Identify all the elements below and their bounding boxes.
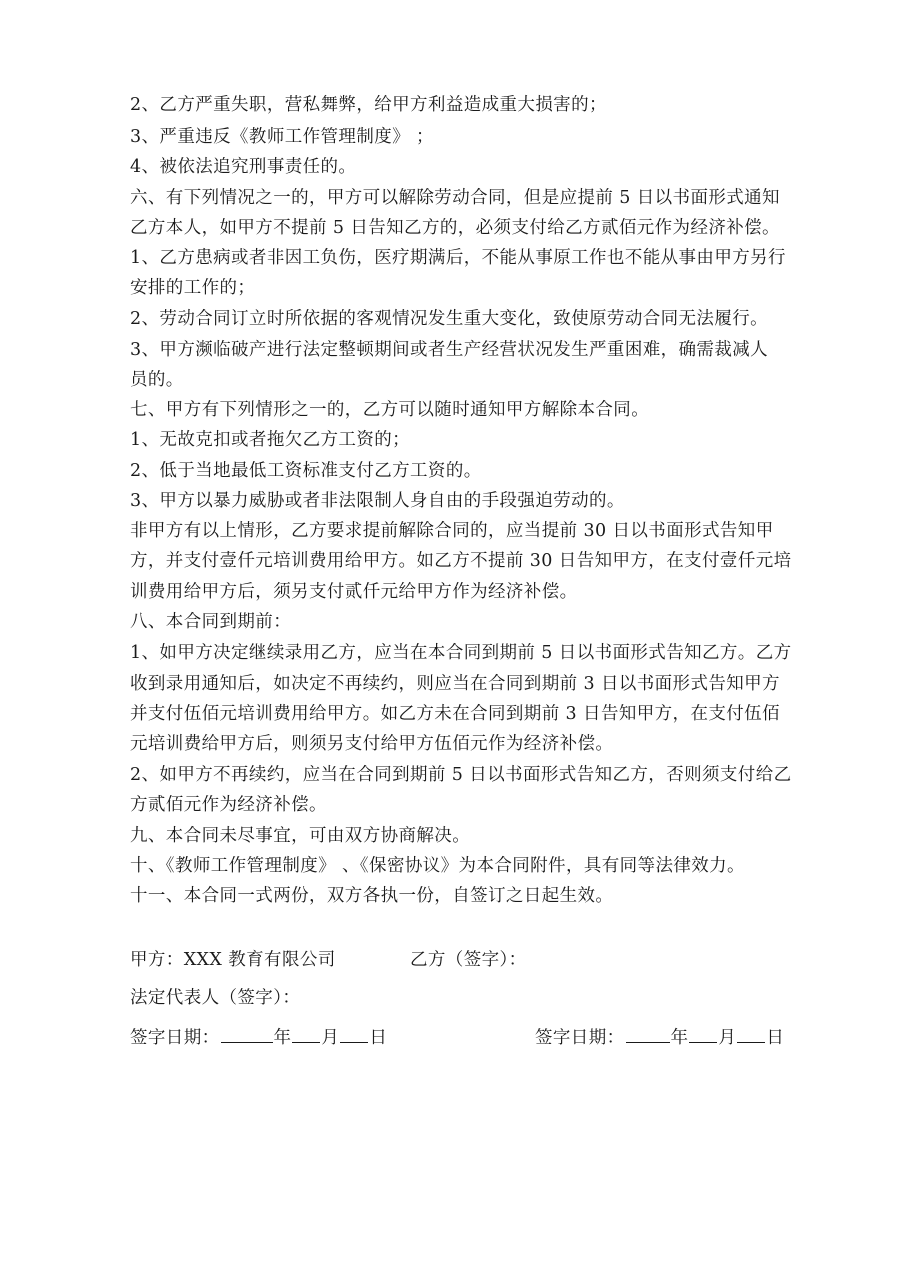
clause-line: 3、严重违反《教师工作管理制度》 ；	[130, 127, 434, 147]
party-b-signature-label: 乙方（签字）：	[410, 950, 527, 970]
clause-line: 元培训费给甲方后，则须另支付给甲方伍佰元作为经济补偿。	[130, 734, 614, 754]
clause-line: 1、无故克扣或者拖欠乙方工资的；	[130, 430, 411, 450]
legal-representative-label: 法定代表人（签字）：	[130, 988, 301, 1008]
year-blank[interactable]	[221, 1024, 273, 1043]
clause-line: 八、本合同到期前：	[130, 612, 292, 632]
clause-line: 员的。	[130, 370, 184, 390]
clause-line: 方贰佰元作为经济补偿。	[130, 795, 327, 815]
clause-line: 3、甲方以暴力威胁或者非法限制人身自由的手段强迫劳动的。	[130, 491, 625, 511]
party-a-date-line	[130, 1024, 387, 1050]
year-label: 年	[670, 1028, 689, 1048]
clause-line: 2、劳动合同订立时所依据的客观情况发生重大变化，致使原劳动合同无法履行。	[130, 309, 769, 329]
day-label: 日	[369, 1028, 388, 1048]
day-blank[interactable]	[340, 1024, 368, 1043]
month-label: 月	[718, 1028, 737, 1048]
clause-line: 1、乙方患病或者非因工负伤，医疗期满后，不能从事原工作也不能从事由甲方另行	[130, 248, 786, 268]
day-label: 日	[766, 1028, 785, 1048]
clause-line: 乙方本人，如甲方不提前 5 日告知乙方的，必须支付给乙方贰佰元作为经济补偿。	[130, 218, 780, 238]
clause-line: 并支付伍佰元培训费用给甲方。如乙方未在合同到期前 3 日告知甲方，在支付伍佰	[130, 704, 780, 724]
month-blank[interactable]	[689, 1024, 717, 1043]
clause-line: 十、《教师工作管理制度》 、《保密协议》为本合同附件，具有同等法律效力。	[130, 856, 745, 876]
clause-line: 方，并支付壹仟元培训费用给甲方。如乙方不提前 30 日告知甲方，在支付壹仟元培	[130, 551, 792, 571]
clause-line: 2、如甲方不再续约，应当在合同到期前 5 日以书面形式告知乙方，否则须支付给乙	[130, 765, 792, 785]
clause-line: 2、乙方严重失职，营私舞弊，给甲方利益造成重大损害的；	[130, 95, 607, 115]
party-a-label: 甲方：XXX 教育有限公司	[130, 950, 336, 970]
clause-line: 七、甲方有下列情形之一的，乙方可以随时通知甲方解除本合同。	[130, 400, 650, 420]
clause-line: 1、如甲方决定继续录用乙方，应当在本合同到期前 5 日以书面形式告知乙方。乙方	[130, 643, 792, 663]
clause-line: 安排的工作的；	[130, 278, 256, 298]
clause-line: 2、低于当地最低工资标准支付乙方工资的。	[130, 461, 482, 481]
day-blank[interactable]	[737, 1024, 765, 1043]
year-blank[interactable]	[626, 1024, 670, 1043]
month-blank[interactable]	[292, 1024, 320, 1043]
clause-line: 九、本合同未尽事宜，可由双方协商解决。	[130, 826, 471, 846]
month-label: 月	[321, 1028, 340, 1048]
date-label: 签字日期：	[130, 1028, 220, 1048]
clause-line: 3、甲方濒临破产进行法定整顿期间或者生产经营状况发生严重困难，确需裁减人	[130, 340, 769, 360]
date-label: 签字日期：	[535, 1028, 625, 1048]
clause-line: 非甲方有以上情形，乙方要求提前解除合同的，应当提前 30 日以书面形式告知甲	[130, 521, 774, 541]
clause-line: 收到录用通知后，如决定不再续约，则应当在合同到期前 3 日以书面形式告知甲方	[130, 674, 780, 694]
year-label: 年	[273, 1028, 292, 1048]
clause-line: 训费用给甲方后，须另支付贰仟元给甲方作为经济补偿。	[130, 582, 578, 602]
clause-line: 4、被依法追究刑事责任的。	[130, 157, 357, 177]
party-b-date-line	[535, 1024, 784, 1050]
clause-line: 十一、本合同一式两份，双方各执一份，自签订之日起生效。	[130, 886, 614, 906]
clause-line: 六、有下列情况之一的，甲方可以解除劳动合同，但是应提前 5 日以书面形式通知	[130, 188, 780, 208]
